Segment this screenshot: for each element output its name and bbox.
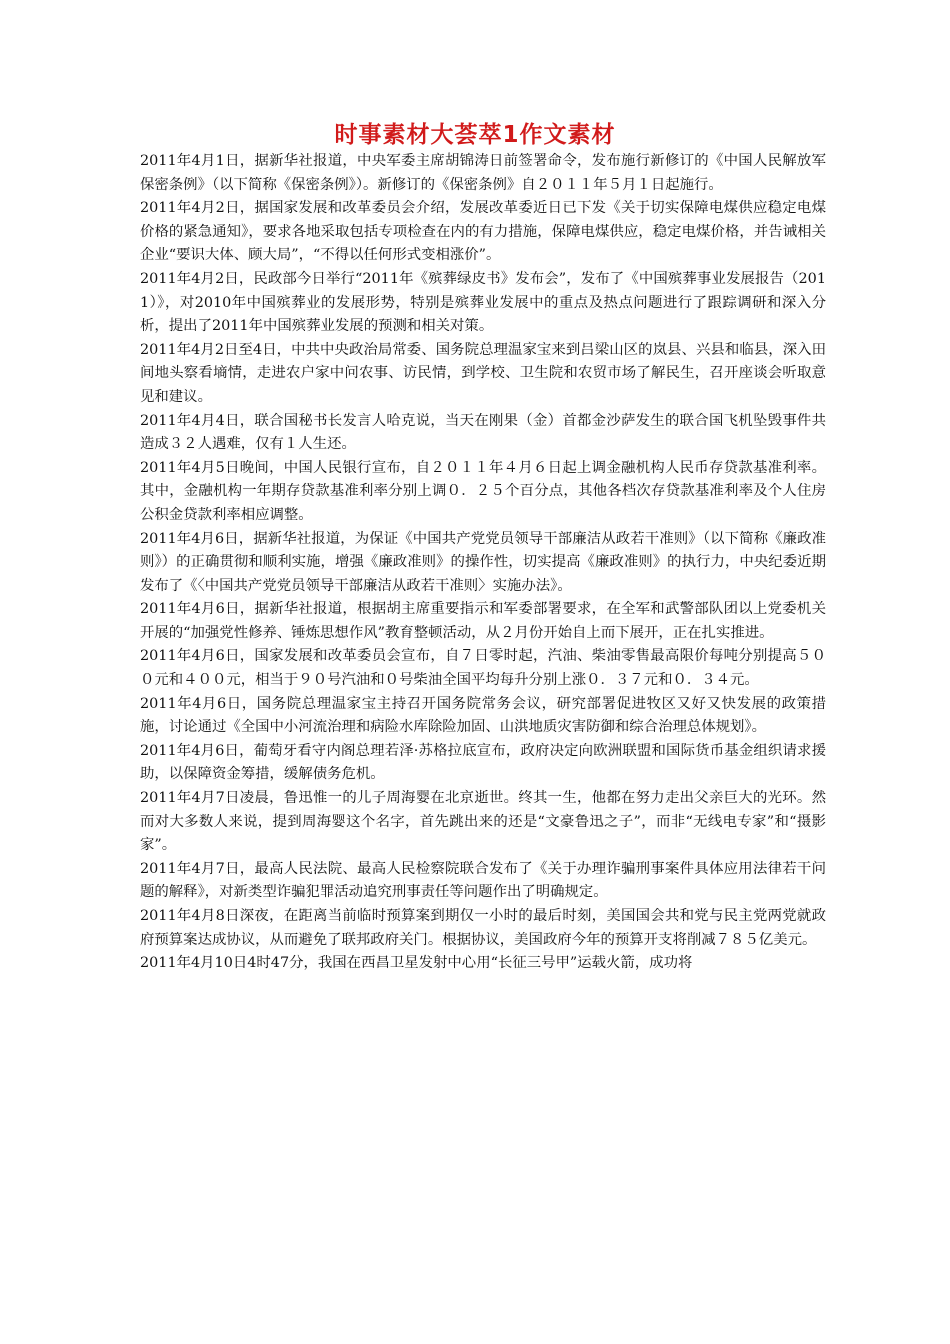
paragraph: 2011年4月6日，国家发展和改革委员会宣布，自７日零时起，汽油、柴油零售最高限价每吨分别提高５００元和４００元，相当于９０号汽油和０号柴油全国平均每升分别上涨０．３７元和０．３４元。	[140, 648, 826, 689]
paragraph: 2011年4月7日，最高人民法院、最高人民检察院联合发布了《关于办理诈骗刑事案件具体应用法律若干问题的解释》，对新类型诈骗犯罪活动追究刑事责任等问题作出了明确规定。	[140, 860, 826, 901]
paragraph: 2011年4月1日，据新华社报道，中央军委主席胡锦涛日前签署命令，发布施行新修订的《中国人民解放军保密条例》（以下简称《保密条例》）。新修订的《保密条例》自２０１１年５月１日起施行。	[140, 153, 826, 193]
paragraph: 2011年4月6日，国务院总理温家宝主持召开国务院常务会议，研究部署促进牧区又好又快发展的政策措施，讨论通过《全国中小河流治理和病险水库除险加固、山洪地质灾害防御和综合治理总体规划》。	[140, 695, 826, 736]
paragraph: 2011年4月2日至4日，中共中央政治局常委、国务院总理温家宝来到吕梁山区的岚县、兴县和临县，深入田间地头察看墒情，走进农户家中问农事、访民情，到学校、卫生院和农贸市场了解民生，召开座谈会听取意见和建议。	[140, 341, 826, 405]
paragraph: 2011年4月2日，民政部今日举行“2011年《殡葬绿皮书》发布会”，发布了《中国殡葬事业发展报告（2011）》，对2010年中国殡葬业的发展形势，特别是殡葬业发展中的重点及热点问题进行了跟踪调研和深入分析，提出了2011年中国殡葬业发展的预测和相关对策。	[140, 270, 826, 335]
document-title: 时事素材大荟萃1作文素材	[334, 122, 616, 148]
paragraph: 2011年4月4日，联合国秘书长发言人哈克说，当天在刚果（金）首都金沙萨发生的联合国飞机坠毁事件共造成３２人遇难，仅有１人生还。	[140, 412, 826, 453]
document-body	[140, 150, 826, 976]
paragraph: 2011年4月6日，据新华社报道，根据胡主席重要指示和军委部署要求，在全军和武警部队团以上党委机关开展的“加强党性修养、锤炼思想作风”教育整顿活动，从２月份开始自上而下展开，正在扎实推进。	[140, 601, 826, 641]
paragraph: 2011年4月6日，据新华社报道，为保证《中国共产党党员领导干部廉洁从政若干准则》（以下简称《廉政准则》）的正确贯彻和顺利实施，增强《廉政准则》的操作性，切实提高《廉政准则》的执行力，中央纪委近期发布了《〈中国共产党党员领导干部廉洁从政若干准则〉实施办法》。	[140, 530, 826, 594]
paragraph: 2011年4月8日深夜，在距离当前临时预算案到期仅一小时的最后时刻，美国国会共和党与民主党两党就政府预算案达成协议，从而避免了联邦政府关门。根据协议，美国政府今年的预算开支将削减７８５亿美元。	[140, 908, 826, 948]
paragraph: 2011年4月7日凌晨，鲁迅惟一的儿子周海婴在北京逝世。终其一生，他都在努力走出父亲巨大的光环。然而对大多数人来说，提到周海婴这个名字，首先跳出来的还是“文豪鲁迅之子”，而非“无线电专家”和“摄影家”。	[140, 790, 826, 854]
paragraph: 2011年4月5日晚间，中国人民银行宣布，自２０１１年４月６日起上调金融机构人民币存贷款基准利率。其中，金融机构一年期存贷款基准利率分别上调０．２５个百分点，其他各档次存贷款基准利率及个人住房公积金贷款利率相应调整。	[140, 459, 826, 523]
paragraph: 2011年4月6日，葡萄牙看守内阁总理若泽·苏格拉底宣布，政府决定向欧洲联盟和国际货币基金组织请求援助，以保障资金筹措，缓解债务危机。	[140, 742, 826, 783]
paragraph: 2011年4月10日4时47分，我国在西昌卫星发射中心用“长征三号甲”运载火箭，成功将	[140, 955, 693, 972]
paragraph: 2011年4月2日，据国家发展和改革委员会介绍，发展改革委近日已下发《关于切实保障电煤供应稳定电煤价格的紧急通知》，要求各地采取包括专项检查在内的有力措施，保障电煤供应，稳定电煤价格，并告诫相关企业“要识大体、顾大局”，“不得以任何形式变相涨价”。	[140, 200, 826, 264]
